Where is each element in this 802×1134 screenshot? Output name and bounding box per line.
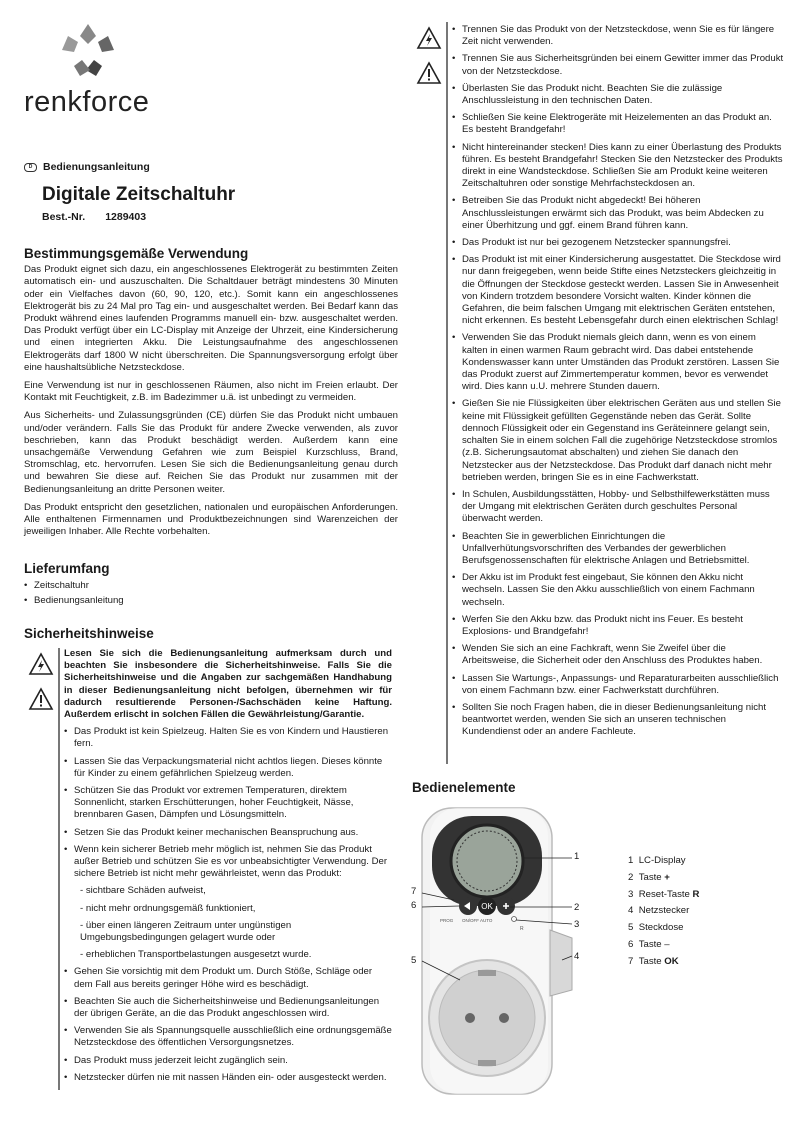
list-item: • Verwenden Sie das Produkt niemals gleich dann, wenn es von einem kalten in einen warmen Raum gebracht wird. Das dabei entstehende Kondenswasser kann unter Umständen das Produkt zerstören. Lassen Sie das Produkt zuerst auf Zimmertemperatur kommen, bevor es verwendet wird. Dies kann u.U. mehrere Stunden dauern. — [452, 332, 784, 393]
callout-1: 1 — [574, 851, 580, 862]
paragraph: Das Produkt eignet sich dazu, ein angeschlossenes Elektrogerät zu bestimmten Zeiten automatisch ein- und auszuschalten. Die Schaltdauer beträgt mindestens 30 Minuten oder ein Vielfaches davon (60, 90, 120, etc.). Somit kann ein angeschlossenes Elektrogerät bis zu 24 Mal pro Tag ein- und ausgeschaltet werden. Bei Bedarf kann das Produkt während eines laufenden Programms manuell ein- bzw. ausgeschaltet werden. Das Produkt verfügt über ein LC-Display mit Anzeige der Uhrzeit, eine Kindersicherung und einen integrierten Akku. Die Leistungsaufnahme des angeschlossenen Elektrogeräts darf 1800 W nicht überschreiten. Die Spannungsversorgung erfolgt über eine haushaltsübliche Netzsteckdose. — [24, 264, 398, 373]
warning-exclamation-icon — [416, 61, 442, 85]
list-item: • Das Produkt muss jederzeit leicht zugänglich sein. — [64, 1055, 392, 1067]
controls-legend — [628, 853, 699, 971]
list-item: • Verwenden Sie als Spannungsquelle ausschließlich eine ordnungsgemäße Netzsteckdose des öffentlichen Versorgungsnetzes. — [64, 1025, 392, 1049]
list-item: • Setzen Sie das Produkt keiner mechanischen Beanspruchung aus. — [64, 827, 392, 839]
brand-wordmark: renkforce — [24, 86, 150, 118]
list-item: • Schließen Sie keine Elektrogeräte mit Heizelementen an das Produkt an. Es besteht Brandgefahr! — [452, 112, 784, 136]
warning-icons-left — [28, 652, 54, 716]
ok-button-label: OK — [481, 902, 493, 911]
legend-item — [628, 954, 699, 971]
section-heading: Sicherheitshinweise — [24, 626, 154, 641]
divider — [58, 648, 60, 1090]
list-item: • Trennen Sie das Produkt von der Netzsteckdose, wenn Sie es für längere Zeit nicht verwenden. — [452, 24, 784, 48]
callout-3: 3 — [574, 919, 580, 930]
language-flag-icon: D — [24, 163, 37, 172]
list-item: • Sollten Sie noch Fragen haben, die in dieser Bedienungsanleitung nicht beantwortet werden, wenden Sie sich an unseren technischen Kundendienst oder an andere Fachleute. — [452, 702, 784, 739]
list-item: • Wenden Sie sich an eine Fachkraft, wenn Sie Zweifel über die Arbeitsweise, die Sicherheit oder den Anschluss des Produktes haben. — [452, 643, 784, 667]
list-item: • Betreiben Sie das Produkt nicht abgedeckt! Bei höheren Anschlussleistungen erwärmt sich das Produkt, was beim Abdecken zu einer Überhitzung und ggf. einem Brand führen kann. — [452, 195, 784, 232]
legend-text: Taste – — [638, 938, 670, 950]
device-illustration — [404, 800, 600, 1100]
section-intended-use — [24, 248, 398, 544]
list-item: • Beachten Sie auch die Sicherheitshinweise und Bedienungsanleitungen der übrigen Geräte, an die das Produkt angeschlossen wird. — [64, 996, 392, 1020]
legend-text: Taste — [638, 955, 665, 967]
list-item: • Der Akku ist im Produkt fest eingebaut, Sie können den Akku nicht wechseln. Lassen Sie den Akku ausschließlich von einem Fachmann wechseln. — [452, 572, 784, 609]
order-number-label: Best.-Nr. — [42, 211, 86, 223]
list-item: • Das Produkt ist mit einer Kindersicherung ausgestattet. Die Steckdose wird nur dann freigegeben, wenn beide Stifte eines Netzsteckers gleichzeitig in die Öffnungen der Steckdose gesteckt werden. Lassen Sie in Anwesenheit von Kindern trotzdem besondere Vorsicht walten. Kinder können die Gefahren, die beim falschen Umgang mit elektrischen Geräten entstehen, nicht erkennen. Es besteht Lebensgefahr durch einen elektrischen Schlag! — [452, 254, 784, 327]
divider — [446, 22, 448, 764]
legend-number: 2 — [628, 871, 634, 883]
callout-2: 2 — [574, 902, 580, 913]
list-item: • Lassen Sie Wartungs-, Anpassungs- und Reparaturarbeiten ausschließlich von einem Fachmann bzw. einer Fachwerkstatt durchführen. — [452, 673, 784, 697]
legend-text: Reset-Taste — [638, 888, 693, 900]
callout-4: 4 — [574, 951, 580, 962]
list-item: • Trennen Sie aus Sicherheitsgründen bei einem Gewitter immer das Produkt von der Netzsteckdose. — [452, 53, 784, 77]
doc-type — [24, 161, 150, 173]
socket-pin-hole — [465, 1013, 475, 1023]
order-number — [42, 211, 146, 223]
section-heading: Lieferumfang — [24, 561, 110, 576]
sub-item: - über einen längeren Zeitraum unter ungünstigen Umgebungsbedingungen gelagert wurde oder — [80, 919, 292, 944]
legend-item — [628, 937, 699, 954]
legend-number: 1 — [628, 855, 634, 866]
sub-item: - erheblichen Transportbelastungen ausgesetzt wurde. — [80, 949, 312, 961]
list-item: • Bedienungsanleitung — [24, 595, 398, 607]
paragraph: Das Produkt entspricht den gesetzlichen, nationalen und europäischen Anforderungen. Alle enthaltenen Firmennamen und Produktbezeichnungen sind Warenzeichen der jeweiligen Inhaber. Alle Rechte vorbehalten. — [24, 501, 398, 538]
legend-number: 7 — [628, 955, 634, 967]
lcd-screen — [451, 825, 523, 897]
device-plug — [550, 930, 572, 996]
list-item: • Netzstecker dürfen nie mit nassen Händen ein- oder ausgesteckt werden. — [64, 1072, 392, 1084]
list-item: • Gehen Sie vorsichtig mit dem Produkt um. Durch Stöße, Schläge oder dem Fall aus bereits geringer Höhe wird es beschädigt. — [64, 966, 392, 990]
warning-icons-right — [416, 26, 442, 90]
warning-exclamation-icon — [28, 687, 54, 711]
section-heading: Bedienelemente — [412, 780, 516, 795]
legend-bold: R — [692, 888, 700, 900]
legend-text: LC-Display — [638, 855, 686, 866]
legend-text: Netzstecker — [638, 905, 690, 917]
electric-hazard-icon — [28, 652, 54, 676]
sub-item: - sichtbare Schäden aufweist, — [80, 885, 206, 897]
safety-intro: Lesen Sie sich die Bedienungsanleitung aufmerksam durch und beachten Sie insbesondere die Sicherheitshinweise. Falls Sie die Sicherheitshinweise und die Angaben zur sachgemäßen Handhabung in dieser Bedienungsanleitung nicht befolgen, übernehmen wir für dadurch resultierende Personen-/Sachschäden keine Haftung. Außerdem erlischt in solchen Fällen die Gewährleistung/Garantie. — [64, 648, 392, 721]
legend-text: Taste — [638, 871, 665, 883]
safety-heading-wrap — [24, 626, 398, 641]
paragraph: Aus Sicherheits- und Zulassungsgründen (CE) dürfen Sie das Produkt nicht umbauen und/oder verändern. Falls Sie das Produkt für andere Zwecke verwenden, als zuvor beschrieben, kann das Produkt beschädigt werden. Außerdem kann eine unsachgemäße Verwendung Gefahren wie zum Beispiel Kurzschluss, Brand, Stromschlag, etc. hervorrufen. Lesen Sie sich die Bedienungsanleitung genau durch und bewahren Sie diese auf. Reichen Sie das Produkt nur zusammen mit der Bedienungsanleitung an dritte Personen weiter. — [24, 410, 398, 495]
legend-item — [628, 887, 699, 904]
list-item: • Das Produkt ist kein Spielzeug. Halten Sie es von Kindern und Haustieren fern. — [64, 726, 392, 750]
legend-text: Steckdose — [638, 922, 684, 934]
doc-type-label: Bedienungsanleitung — [43, 161, 150, 173]
legend-item — [628, 920, 699, 937]
legend-bold: OK — [664, 955, 679, 967]
callout-6: 6 — [411, 900, 417, 911]
reset-label: R — [520, 926, 524, 932]
section-heading: Bestimmungsgemäße Verwendung — [24, 246, 249, 261]
electric-hazard-icon — [416, 26, 442, 50]
legend-number: 5 — [628, 922, 634, 934]
callout-5: 5 — [411, 955, 417, 966]
list-item: • Zeitschaltuhr — [24, 580, 398, 592]
sub-item: - nicht mehr ordnungsgemäß funktioniert, — [80, 902, 256, 914]
legend-number: 3 — [628, 888, 634, 900]
safety-left-list — [64, 648, 392, 1089]
list-item: • Schützen Sie das Produkt vor extremen Temperaturen, direktem Sonnenlicht, starken Erschütterungen, hoher Feuchtigkeit, Nässe, brennbaren Gasen, Dämpfen und Lösungsmitteln. — [64, 785, 392, 822]
list-item: • Das Produkt ist nur bei gezogenem Netzstecker spannungsfrei. — [452, 237, 784, 249]
callout-7: 7 — [411, 886, 417, 897]
list-item: • Gießen Sie nie Flüssigkeiten über elektrischen Geräten aus und stellen Sie keine mit Flüssigkeit gefüllten Gegenstände neben das Gerät. Sollte dennoch Flüssigkeit oder ein Gegenstand ins Geräteinnere gelangt sein, schalten Sie in einem solchen Fall die zugehörige Netzsteckdose stromlos (z.B. Sicherungsautomat abschalten) und ziehen Sie danach den Netzstecker aus der Netzsteckdose. Das Produkt darf danach nicht mehr betrieben werden, bringen Sie es in eine Fachwerkstatt. — [452, 398, 784, 483]
list-item: • Lassen Sie das Verpackungsmaterial nicht achtlos liegen. Dieses könnte für Kinder zu einem gefährlichen Spielzeug werden. — [64, 756, 392, 780]
onoff-label: ON/OFF AUTO — [462, 918, 493, 923]
list-item: • In Schulen, Ausbildungsstätten, Hobby- und Selbsthilfewerkstätten muss der Umgang mit elektrischen Geräten durch geschultes Personal überwacht werden. — [452, 489, 784, 526]
paragraph: Eine Verwendung ist nur in geschlossenen Räumen, also nicht im Freien erlaubt. Der Kontakt mit Feuchtigkeit, z.B. im Badezimmer u.ä. ist unbedingt zu vermeiden. — [24, 380, 398, 404]
page-title: Digitale Zeitschaltuhr — [42, 184, 236, 205]
prog-label: PROG — [440, 918, 454, 923]
list-item: • Überlasten Sie das Produkt nicht. Beachten Sie die zulässige Anschlussleistung in den technischen Daten. — [452, 83, 784, 107]
section-scope-of-delivery — [24, 563, 398, 613]
legend-item — [628, 853, 699, 870]
controls-heading-wrap — [412, 780, 516, 795]
socket-pin-hole — [499, 1013, 509, 1023]
order-number-value: 1289403 — [105, 211, 147, 223]
list-item: • Werfen Sie den Akku bzw. das Produkt nicht ins Feuer. Es besteht Explosions- und Brandgefahr! — [452, 614, 784, 638]
safety-right-list — [452, 24, 784, 744]
list-item: • Beachten Sie in gewerblichen Einrichtungen die Unfallverhütungsvorschriften des Verbandes der gewerblichen Berufsgenossenschaften für elektrische Anlagen und Betriebsmittel. — [452, 531, 784, 568]
renkforce-logo-icon — [56, 22, 120, 80]
legend-number: 6 — [628, 938, 634, 950]
list-item: • Wenn kein sicherer Betrieb mehr möglich ist, nehmen Sie das Produkt außer Betrieb und schützen Sie es vor unbeabsichtigter Verwendung. Der sichere Betrieb ist nicht mehr gewährleistet, wenn das Produkt: — [64, 844, 392, 881]
legend-item — [628, 870, 699, 887]
legend-item — [628, 903, 699, 920]
legend-number: 4 — [628, 905, 634, 917]
list-item: • Nicht hintereinander stecken! Dies kann zu einer Überlastung des Produkts führen. Es besteht Brandgefahr! Stecken Sie den Netzstecker des Produkts direkt in eine Wandsteckdose. Schließen Sie am Produkt keine weiteren Zeitschaltuhren oder sonstige Mehrfachsteckdosen an. — [452, 142, 784, 191]
legend-bold: + — [664, 871, 670, 883]
